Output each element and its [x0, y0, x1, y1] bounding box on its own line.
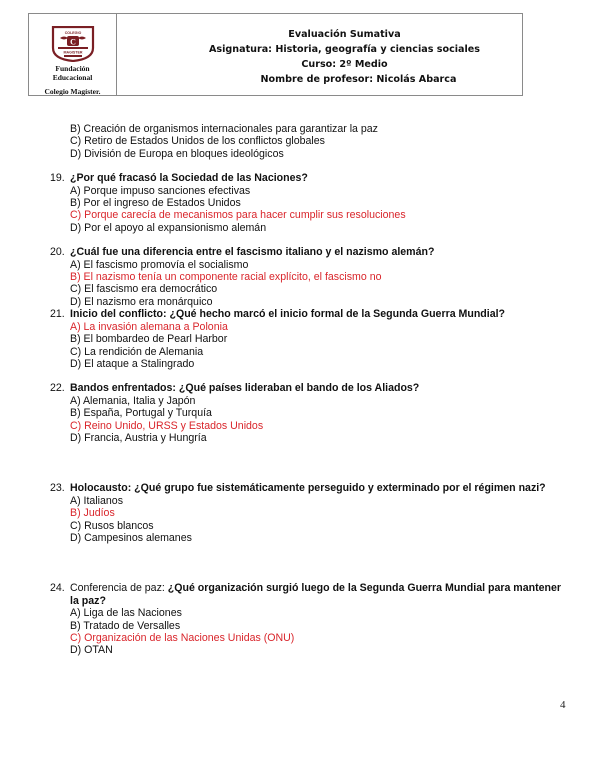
answer-option: C) El fascismo era democrático [70, 283, 218, 296]
answer-option: B) El bombardeo de Pearl Harbor [70, 333, 228, 346]
spacer [50, 370, 570, 382]
question-text: ¿Cuál fue una diferencia entre el fascismo italiano y el nazismo alemán? [70, 246, 435, 259]
carryover-options [50, 123, 570, 160]
question-block [50, 382, 570, 444]
answer-option-correct: B) Judíos [70, 507, 115, 520]
logo-line-1: Fundación [55, 64, 90, 73]
topic-separator: : [127, 482, 135, 495]
question-topic: Bandos enfrentados [70, 382, 173, 395]
answer-option: B) Tratado de Versalles [70, 619, 181, 632]
evaluation-title: Evaluación Sumativa [288, 28, 401, 40]
question-title [50, 382, 570, 394]
question-number: 22. [50, 382, 65, 395]
spacer [50, 544, 570, 582]
answer-option-correct: B) El nazismo tenía un componente racial explícito, el fascismo no [70, 271, 382, 284]
answer-option: D) Por el apoyo al expansionismo alemán [70, 221, 267, 234]
answer-option: B) Creación de organismos internacionales para garantizar la paz [70, 123, 378, 135]
exam-content [50, 123, 570, 657]
spacer [50, 234, 570, 246]
shield-top-text: COLEGIO [64, 31, 81, 35]
answer-option-correct: A) La invasión alemana a Polonia [70, 320, 228, 333]
course-label: Curso: 2º Medio [301, 58, 388, 70]
question-block [50, 308, 570, 370]
answer-option: D) División de Europa en bloques ideológicos [70, 147, 284, 160]
answer-option: D) Francia, Austria y Hungría [70, 431, 207, 444]
question-topic: Holocausto [70, 482, 128, 495]
question-title [50, 172, 570, 184]
question-number: 23. [50, 482, 65, 495]
logo-school-name: Colegio Magíster. [44, 87, 101, 96]
page-number: 4 [560, 699, 566, 711]
answer-option: D) El nazismo era monárquico [70, 295, 213, 308]
question-list [50, 160, 570, 657]
logo-line-2: Educacional [52, 73, 93, 82]
answer-option: A) El fascismo promovía el socialismo [70, 258, 249, 271]
answer-option: D) OTAN [70, 644, 113, 657]
teacher-label: Nombre de profesor: Nicolás Abarca [260, 73, 457, 85]
answer-option-correct: C) Reino Unido, URSS y Estados Unidos [70, 419, 264, 432]
answer-option: B) España, Portugal y Turquía [70, 407, 212, 420]
logo-foundation-text [53, 64, 93, 82]
question-topic: Inicio del conflicto [70, 308, 163, 321]
answer-option: D) El ataque a Stalingrado [70, 357, 195, 370]
question-number: 19. [50, 172, 65, 185]
question-block [50, 482, 570, 544]
answer-option: C) Rusos blancos [70, 519, 154, 532]
question-number: 20. [50, 246, 65, 259]
question-title [50, 308, 570, 320]
answer-option: A) Italianos [70, 494, 123, 507]
spacer [50, 444, 570, 482]
question-title [50, 482, 570, 494]
question-number: 24. [50, 582, 65, 595]
answer-option: A) Liga de las Naciones [70, 607, 182, 620]
question-block [50, 246, 570, 308]
question-text: ¿Qué países lideraban el bando de los Aliados? [178, 382, 420, 395]
question-block [50, 172, 570, 234]
question-title [50, 246, 570, 258]
document-header [28, 13, 523, 96]
topic-separator: : [161, 582, 168, 595]
shield-bottom-text: MAGISTER [63, 50, 82, 55]
answer-option-correct: C) Organización de las Naciones Unidas (ONU) [70, 632, 295, 644]
question-number: 21. [50, 308, 65, 321]
logo-cell [29, 14, 117, 95]
answer-option-correct: C) Porque carecía de mecanismos para hacer cumplir sus resoluciones [70, 209, 406, 222]
question-text: ¿Qué hecho marcó el inicio formal de la Segunda Guerra Mundial? [169, 308, 506, 321]
spacer [50, 160, 570, 172]
question-text: ¿Qué organización surgió luego de la Segunda Guerra Mundial para mantener la paz? [70, 582, 561, 607]
topic-separator: : [163, 308, 170, 321]
question-text: ¿Por qué fracasó la Sociedad de las Naciones? [70, 172, 308, 185]
answer-option: C) La rendición de Alemania [70, 345, 204, 358]
question-text: ¿Qué grupo fue sistemáticamente perseguido y exterminado por el régimen nazi? [134, 482, 546, 495]
answer-option: B) Por el ingreso de Estados Unidos [70, 197, 241, 210]
topic-separator: : [172, 382, 179, 395]
answer-option: D) Campesinos alemanes [70, 531, 192, 544]
svg-text:C: C [69, 37, 76, 47]
subject-label: Asignatura: Historia, geografía y ciencias sociales [208, 43, 481, 55]
school-shield-logo-icon [51, 26, 95, 62]
question-block [50, 582, 570, 656]
question-topic: Conferencia de paz [70, 582, 162, 595]
answer-option: A) Porque impuso sanciones efectivas [70, 184, 251, 197]
header-title-cell [117, 14, 522, 95]
question-title [50, 582, 570, 607]
answer-option: A) Alemania, Italia y Japón [70, 394, 196, 407]
answer-option: C) Retiro de Estados Unidos de los conflictos globales [70, 135, 325, 148]
